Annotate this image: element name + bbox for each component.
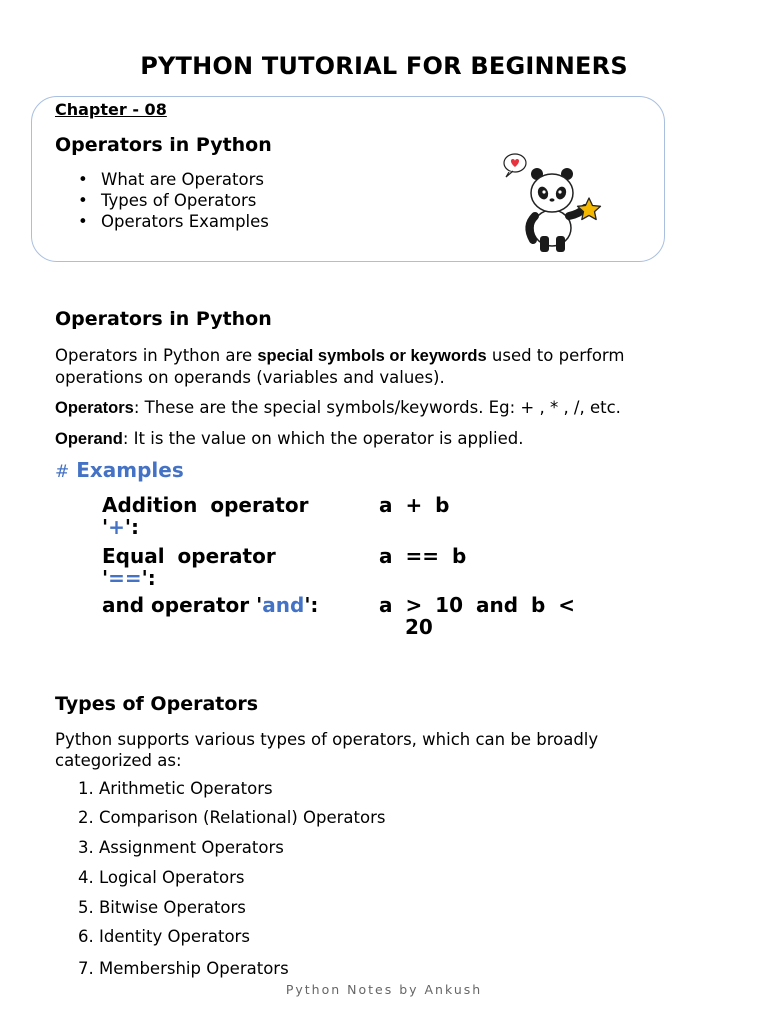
emphasis-text: special symbols or keywords <box>257 347 487 365</box>
operand-definition: Operand: It is the value on which the operator is applied. <box>55 429 524 448</box>
list-item: 4. Logical Operators <box>78 868 245 887</box>
chapter-title: Operators in Python <box>55 134 272 156</box>
examples-heading: # Examples <box>55 458 184 482</box>
list-item: 6. Identity Operators <box>78 927 250 946</box>
topic-item: • Operators Examples <box>78 211 269 232</box>
operator-symbol: and <box>262 593 305 617</box>
term: Operand <box>55 430 123 448</box>
term: Operators <box>55 399 134 417</box>
example-label: Addition operator '+': <box>102 493 309 539</box>
chapter-label: Chapter - 08 <box>55 100 167 119</box>
operators-definition: Operators: These are the special symbols/keywords. Eg: + , * , /, etc. <box>55 398 621 417</box>
topic-item: • Types of Operators <box>78 190 269 211</box>
list-item: 7. Membership Operators <box>78 959 289 978</box>
operator-symbol: + <box>108 515 125 539</box>
operator-symbol: == <box>108 566 142 590</box>
example-code: a + b <box>379 493 450 517</box>
list-item: 2. Comparison (Relational) Operators <box>78 808 386 827</box>
list-item: 5. Bitwise Operators <box>78 898 246 917</box>
page-footer: Python Notes by Ankush <box>285 982 483 997</box>
types-intro: Python supports various types of operators, which can be broadly categorized as: <box>55 730 599 770</box>
section-heading: Operators in Python <box>55 308 272 330</box>
section-heading: Types of Operators <box>55 693 259 715</box>
page-title: PYTHON TUTORIAL FOR BEGINNERS <box>140 52 628 80</box>
topic-item: • What are Operators <box>78 169 269 190</box>
example-code: a > 10 and b < 20 <box>379 593 576 639</box>
star-icon <box>578 198 601 220</box>
list-item: 3. Assignment Operators <box>78 838 284 857</box>
intro-paragraph: Operators in Python are special symbols or keywords used to perform operations on operands (variables and values). <box>55 346 625 387</box>
list-item: 1. Arithmetic Operators <box>78 779 273 798</box>
chapter-topic-list <box>78 169 269 232</box>
heart-icon <box>504 154 526 177</box>
example-code: a == b <box>379 544 467 568</box>
example-label: Equal operator '==': <box>102 544 276 590</box>
panda-icon <box>497 148 609 260</box>
example-label: and operator 'and': <box>102 593 319 617</box>
